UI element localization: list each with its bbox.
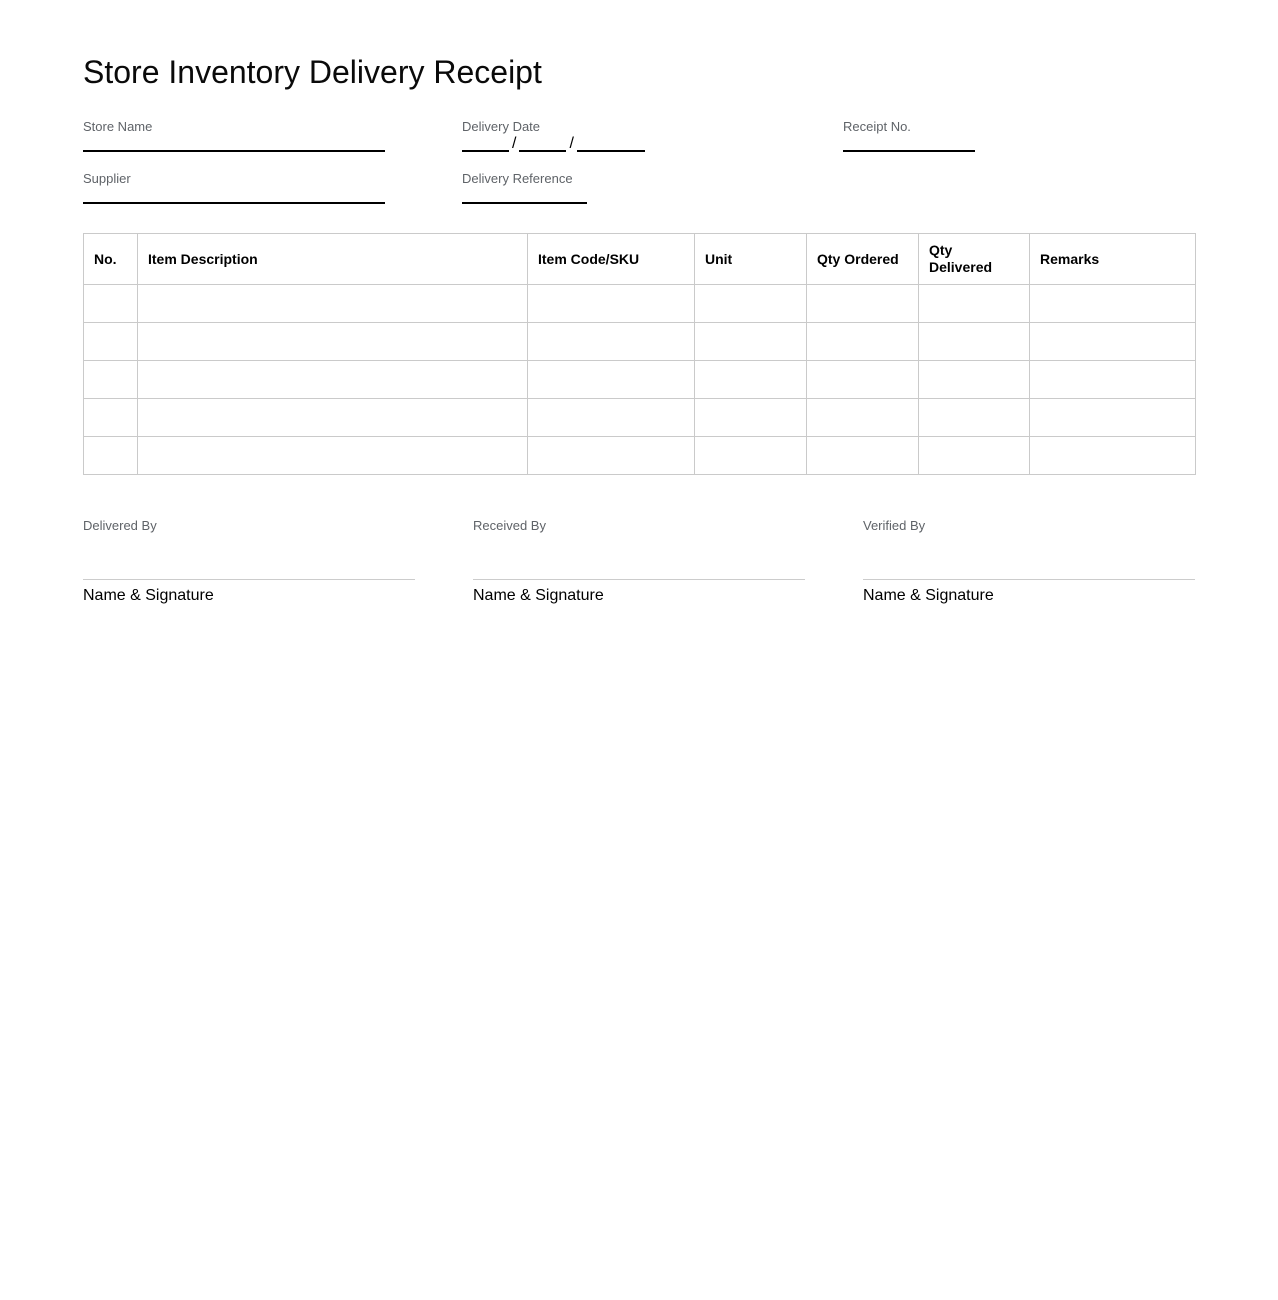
items-table: [83, 233, 1196, 475]
store-name-blank-line: [83, 135, 385, 152]
table-cell: [138, 285, 528, 323]
delivered-by-signature-line: [83, 579, 415, 580]
table-cell: [919, 437, 1030, 475]
signature-block-verified-by: [863, 518, 1195, 605]
table-cell: [1030, 323, 1196, 361]
table-cell: [1030, 285, 1196, 323]
date-month-blank-segment: [519, 135, 566, 152]
table-row: [84, 399, 1196, 437]
table-cell: [528, 399, 695, 437]
column-header-unit: Unit: [695, 234, 807, 285]
table-row: [84, 285, 1196, 323]
header-fields-row-2: [83, 171, 1195, 204]
supplier-label: Supplier: [83, 171, 131, 186]
table-cell: [138, 323, 528, 361]
field-store-name: [83, 119, 462, 152]
delivered-by-caption: Name & Signature: [83, 587, 214, 604]
signature-section: [83, 518, 1195, 605]
date-separator: /: [569, 135, 574, 152]
table-cell: [1030, 399, 1196, 437]
store-name-label: Store Name: [83, 119, 153, 134]
table-row: [84, 323, 1196, 361]
column-header-qty-ordered: Qty Ordered: [807, 234, 919, 285]
table-cell: [84, 285, 138, 323]
table-cell: [919, 361, 1030, 399]
table-cell: [138, 361, 528, 399]
receipt-no-blank-line: [843, 135, 975, 152]
supplier-blank-line: [83, 187, 385, 204]
field-supplier: [83, 171, 462, 204]
table-cell: [919, 323, 1030, 361]
table-cell: [695, 399, 807, 437]
table-cell: [84, 437, 138, 475]
table-cell: [807, 399, 919, 437]
table-cell: [1030, 437, 1196, 475]
column-header-item-code-sku: Item Code/SKU: [528, 234, 695, 285]
date-year-blank-segment: [577, 135, 645, 152]
column-header-item-description: Item Description: [138, 234, 528, 285]
table-row: [84, 361, 1196, 399]
verified-by-label: Verified By: [863, 518, 926, 533]
signature-block-received-by: [473, 518, 805, 605]
table-cell: [84, 399, 138, 437]
table-cell: [695, 285, 807, 323]
verified-by-signature-line: [863, 579, 1195, 580]
column-header-qty-delivered: Qty Delivered: [919, 234, 1030, 285]
table-cell: [528, 361, 695, 399]
header-fields-spacer: [843, 171, 1195, 204]
table-cell: [695, 323, 807, 361]
received-by-label: Received By: [473, 518, 546, 533]
table-cell: [807, 285, 919, 323]
table-cell: [528, 323, 695, 361]
table-cell: [84, 361, 138, 399]
header-fields-row-1: [83, 119, 1195, 152]
column-header-remarks: Remarks: [1030, 234, 1196, 285]
table-cell: [138, 437, 528, 475]
table-cell: [528, 437, 695, 475]
field-delivery-reference: [462, 171, 843, 204]
table-cell: [807, 437, 919, 475]
table-cell: [138, 399, 528, 437]
table-cell: [528, 285, 695, 323]
table-cell: [919, 285, 1030, 323]
delivery-reference-label: Delivery Reference: [462, 171, 573, 186]
received-by-caption: Name & Signature: [473, 587, 604, 604]
date-separator: /: [512, 135, 517, 152]
delivery-date-label: Delivery Date: [462, 119, 541, 134]
receipt-no-label: Receipt No.: [843, 119, 911, 134]
verified-by-caption: Name & Signature: [863, 587, 994, 604]
column-header-no: No.: [84, 234, 138, 285]
header-fields: [83, 119, 1195, 204]
field-receipt-no: [843, 119, 1195, 152]
table-cell: [1030, 361, 1196, 399]
date-day-blank-segment: [462, 135, 509, 152]
delivery-date-blank-line: [462, 135, 843, 152]
table-row: [84, 437, 1196, 475]
table-cell: [84, 323, 138, 361]
table-cell: [919, 399, 1030, 437]
table-cell: [807, 323, 919, 361]
delivered-by-label: Delivered By: [83, 518, 157, 533]
received-by-signature-line: [473, 579, 805, 580]
table-cell: [695, 361, 807, 399]
page-title: Store Inventory Delivery Receipt: [83, 54, 542, 90]
table-header-row: [84, 234, 1196, 285]
table-cell: [807, 361, 919, 399]
table-cell: [695, 437, 807, 475]
delivery-reference-blank-line: [462, 187, 587, 204]
field-delivery-date: [462, 119, 843, 152]
delivery-receipt-document: [83, 0, 1195, 605]
signature-block-delivered-by: [83, 518, 415, 605]
